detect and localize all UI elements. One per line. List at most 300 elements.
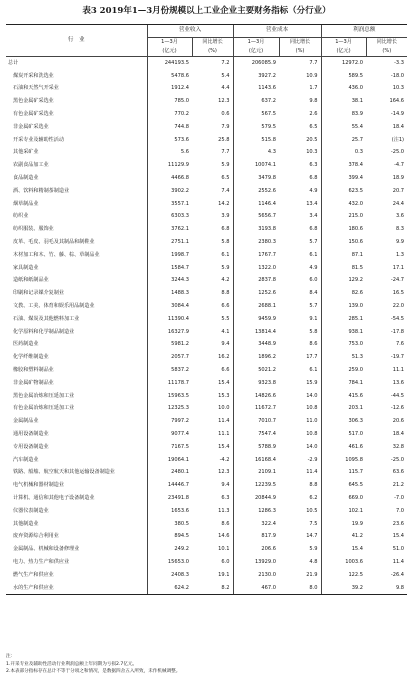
value-cell: -25.0 bbox=[390, 149, 405, 156]
industry-name-cell: 开采专业及辅助性活动 bbox=[13, 136, 64, 143]
value-cell: 8.4 bbox=[309, 290, 318, 297]
value-cell: 623.5 bbox=[321, 185, 366, 198]
value-cell: 5478.6 bbox=[147, 70, 192, 83]
value-cell: 744.8 bbox=[147, 121, 192, 134]
value-cell: 11390.4 bbox=[147, 313, 192, 326]
table-row bbox=[6, 147, 407, 160]
value-cell: 573.6 bbox=[147, 134, 192, 147]
value-cell: 10074.1 bbox=[233, 159, 279, 172]
value-cell: 3.6 bbox=[395, 213, 405, 220]
value-cell: 9.4 bbox=[221, 482, 230, 489]
industry-name-cell: 烟草制品业 bbox=[13, 200, 39, 207]
value-cell: 5.8 bbox=[221, 239, 230, 245]
value-cell: 1286.3 bbox=[233, 505, 279, 518]
value-cell: 306.3 bbox=[321, 415, 366, 428]
value-cell: 5021.2 bbox=[233, 364, 279, 377]
value-cell: 17.7 bbox=[306, 354, 318, 361]
value-cell: 2109.1 bbox=[233, 467, 279, 480]
value-cell: 5.5 bbox=[221, 315, 230, 322]
industry-name-cell: 食品制造业 bbox=[13, 175, 39, 182]
value-cell: 115.7 bbox=[321, 467, 366, 480]
table-row bbox=[6, 364, 407, 377]
value-cell: 19.1 bbox=[218, 571, 230, 578]
value-cell: 12325.3 bbox=[147, 403, 192, 416]
value-cell: 5788.9 bbox=[233, 441, 279, 454]
value-cell: 4.1 bbox=[221, 328, 230, 335]
industry-name-cell: 造纸和纸制品业 bbox=[13, 277, 49, 284]
value-cell: -4.7 bbox=[394, 162, 405, 169]
table-row bbox=[6, 287, 407, 300]
table-row bbox=[6, 95, 407, 108]
value-cell: 11.4 bbox=[306, 469, 318, 476]
value-cell: -19.7 bbox=[390, 354, 405, 361]
value-cell: 8.8 bbox=[221, 290, 230, 297]
table-row bbox=[6, 57, 407, 70]
value-cell: 436.0 bbox=[321, 83, 366, 96]
value-cell: 322.4 bbox=[233, 518, 279, 531]
value-cell: 15.4 bbox=[218, 379, 230, 386]
subheader-growth: 同比增长 bbox=[192, 38, 233, 48]
value-cell: 6.3 bbox=[221, 494, 230, 501]
value-cell: 3927.2 bbox=[233, 70, 279, 83]
table-row bbox=[6, 275, 407, 288]
table-row bbox=[6, 172, 407, 185]
value-cell: 20844.9 bbox=[233, 492, 279, 505]
industry-name-cell: 黑色金属矿采选业 bbox=[13, 98, 54, 105]
value-cell: 87.1 bbox=[321, 249, 366, 262]
value-cell: 467.0 bbox=[233, 582, 279, 595]
value-cell: 19.9 bbox=[321, 518, 366, 531]
value-cell: 7.7 bbox=[309, 59, 318, 66]
value-cell: 0.6 bbox=[221, 111, 230, 118]
table-row bbox=[6, 505, 407, 518]
value-cell: 9323.8 bbox=[233, 377, 279, 390]
value-cell: 9.9 bbox=[395, 239, 405, 245]
value-cell: 6.6 bbox=[221, 366, 230, 373]
value-cell: 18.4 bbox=[392, 430, 405, 437]
table-header bbox=[6, 25, 407, 57]
value-cell: 22.0 bbox=[392, 302, 405, 309]
value-cell: 10.9 bbox=[306, 72, 318, 79]
table-row bbox=[6, 492, 407, 505]
value-cell: 938.1 bbox=[321, 326, 366, 339]
table-row bbox=[6, 518, 407, 531]
table-row bbox=[6, 326, 407, 339]
value-cell: 589.5 bbox=[321, 70, 366, 83]
value-cell: -17.8 bbox=[390, 328, 405, 335]
value-cell: 14.0 bbox=[306, 443, 318, 450]
value-cell: -7.0 bbox=[394, 494, 405, 501]
value-cell: 579.5 bbox=[233, 121, 279, 134]
value-cell: 1998.7 bbox=[147, 249, 192, 262]
value-cell: 432.0 bbox=[321, 198, 366, 211]
industry-name-cell: 石油和天然气开采业 bbox=[13, 85, 59, 92]
table-row bbox=[6, 83, 407, 96]
value-cell: 6.3 bbox=[309, 162, 318, 169]
value-cell: 1322.0 bbox=[233, 262, 279, 275]
table-row bbox=[6, 198, 407, 211]
value-cell: 10.3 bbox=[306, 149, 318, 156]
value-cell: 817.9 bbox=[233, 530, 279, 543]
value-cell: 2.6 bbox=[309, 111, 318, 118]
value-cell: 1896.2 bbox=[233, 351, 279, 364]
table-body bbox=[6, 57, 407, 595]
value-cell: 2751.1 bbox=[147, 236, 192, 249]
industry-name-cell: 印刷和记录媒介复制业 bbox=[13, 290, 64, 297]
value-cell: 82.6 bbox=[321, 287, 366, 300]
value-cell: 645.5 bbox=[321, 479, 366, 492]
table-row bbox=[6, 454, 407, 467]
value-cell: 4466.8 bbox=[147, 172, 192, 185]
value-cell: 1143.6 bbox=[233, 83, 279, 96]
table-row bbox=[6, 223, 407, 236]
table-row bbox=[6, 582, 407, 595]
industry-name-cell: 黑色金属冶炼和压延加工业 bbox=[13, 392, 75, 399]
value-cell: 81.5 bbox=[321, 262, 366, 275]
value-cell: 13.6 bbox=[392, 379, 405, 386]
value-cell: 16.5 bbox=[392, 290, 405, 297]
value-cell: 215.0 bbox=[321, 211, 366, 224]
value-cell: 51.3 bbox=[321, 351, 366, 364]
value-cell: 3.9 bbox=[221, 213, 230, 220]
value-cell: 11.0 bbox=[306, 418, 318, 425]
industry-name-cell: 金属制品业 bbox=[13, 418, 39, 425]
value-cell: 11178.7 bbox=[147, 377, 192, 390]
table-row bbox=[6, 108, 407, 121]
industry-name-cell: 化学纤维制造业 bbox=[13, 354, 49, 361]
value-cell: 12.3 bbox=[218, 469, 230, 476]
value-cell: 894.5 bbox=[147, 530, 192, 543]
value-cell: 6.2 bbox=[309, 494, 318, 501]
value-cell: 1.3 bbox=[395, 251, 405, 258]
value-cell: 9.4 bbox=[221, 341, 230, 348]
table-row bbox=[6, 313, 407, 326]
value-cell: 461.6 bbox=[321, 441, 366, 454]
value-cell: 4.3 bbox=[233, 147, 279, 160]
value-cell: 15.4 bbox=[218, 443, 230, 450]
value-cell: 9.1 bbox=[309, 315, 318, 322]
value-cell: -2.9 bbox=[307, 456, 318, 463]
value-cell: 16168.4 bbox=[233, 454, 279, 467]
table-row bbox=[6, 159, 407, 172]
value-cell: 378.4 bbox=[321, 159, 366, 172]
value-cell: 517.0 bbox=[321, 428, 366, 441]
value-cell: 5.7 bbox=[309, 302, 318, 309]
industry-name-cell: 有色金属矿采选业 bbox=[13, 111, 54, 118]
value-cell: 2837.8 bbox=[233, 275, 279, 288]
industry-name-cell: 文教、工美、体育和娱乐用品制造业 bbox=[13, 302, 95, 309]
value-cell: 624.2 bbox=[147, 582, 192, 595]
value-cell: -44.5 bbox=[390, 392, 405, 399]
value-cell: 25.7 bbox=[321, 134, 366, 147]
value-cell: 11.3 bbox=[218, 507, 230, 514]
value-cell: 3448.9 bbox=[233, 339, 279, 352]
value-cell: -26.4 bbox=[390, 571, 405, 578]
value-cell: 164.6 bbox=[389, 98, 405, 105]
industry-name-cell: 燃气生产和供应业 bbox=[13, 571, 54, 578]
subheader-unit: (亿元) bbox=[321, 47, 366, 57]
value-cell: 2057.7 bbox=[147, 351, 192, 364]
subheader-period: 1—3月 bbox=[233, 38, 279, 48]
value-cell: 9.8 bbox=[366, 582, 407, 595]
value-cell: 6.6 bbox=[221, 302, 230, 309]
industry-name-cell: 家具制造业 bbox=[13, 264, 39, 271]
industry-name-cell: 总计 bbox=[8, 59, 19, 66]
value-cell: 5.9 bbox=[221, 162, 230, 169]
table-row bbox=[6, 339, 407, 352]
value-cell: 5.7 bbox=[309, 239, 318, 245]
subheader-period: 1—3月 bbox=[147, 38, 192, 48]
industry-name-cell: 铁路、船舶、航空航天和其他运输设备制造业 bbox=[13, 469, 115, 476]
value-cell: 3193.8 bbox=[233, 223, 279, 236]
table-row bbox=[6, 121, 407, 134]
value-cell: 4.2 bbox=[221, 277, 230, 284]
value-cell: 1912.4 bbox=[147, 83, 192, 96]
value-cell: 3479.8 bbox=[233, 172, 279, 185]
value-cell: 7.2 bbox=[221, 59, 230, 66]
value-cell: 1767.7 bbox=[233, 249, 279, 262]
value-cell: 3557.1 bbox=[147, 198, 192, 211]
value-cell: 10.5 bbox=[306, 507, 318, 514]
value-cell: 6.1 bbox=[221, 251, 230, 258]
value-cell: 2130.0 bbox=[233, 569, 279, 582]
value-cell: 3.4 bbox=[309, 213, 318, 220]
value-cell: 55.4 bbox=[321, 121, 366, 134]
table-row bbox=[6, 403, 407, 416]
value-cell: 14.0 bbox=[306, 392, 318, 399]
industry-name-cell: 石油、煤炭及其他燃料加工业 bbox=[13, 315, 80, 322]
footnote-1: 1.开采专业及辅助性活动行业利润总额上年同期为亏损2.7亿元。 bbox=[6, 661, 138, 667]
value-cell: 9459.9 bbox=[233, 313, 279, 326]
subheader-growth: 同比增长 bbox=[366, 38, 407, 48]
industry-name-cell: 其他制造业 bbox=[13, 520, 39, 527]
value-cell: 129.2 bbox=[321, 275, 366, 288]
table-row bbox=[6, 467, 407, 480]
value-cell: 1146.4 bbox=[233, 198, 279, 211]
value-cell: 10.1 bbox=[218, 546, 230, 553]
industry-name-cell: 金属制品、机械和设备修理业 bbox=[13, 546, 80, 553]
industry-name-cell: 木材加工和木、竹、藤、棕、草制品业 bbox=[13, 251, 100, 258]
value-cell: 2408.3 bbox=[147, 569, 192, 582]
industry-name-cell: 皮革、毛皮、羽毛及其制品和制鞋业 bbox=[13, 239, 95, 245]
table-row bbox=[6, 377, 407, 390]
value-cell: 1488.3 bbox=[147, 287, 192, 300]
industry-name-cell: 仪器仪表制造业 bbox=[13, 507, 49, 514]
value-cell: 10.8 bbox=[306, 405, 318, 412]
value-cell: 6.0 bbox=[221, 558, 230, 565]
value-cell: 0.3 bbox=[321, 147, 366, 160]
value-cell: 380.5 bbox=[147, 518, 192, 531]
value-cell: 10.8 bbox=[306, 430, 318, 437]
value-cell: 6303.3 bbox=[147, 211, 192, 224]
value-cell: 203.1 bbox=[321, 403, 366, 416]
value-cell: 51.0 bbox=[392, 546, 405, 553]
value-cell: 14.7 bbox=[306, 533, 318, 540]
value-cell: 753.0 bbox=[321, 339, 366, 352]
value-cell: 32.8 bbox=[392, 443, 405, 450]
value-cell: 5.9 bbox=[309, 546, 318, 553]
value-cell: 24.4 bbox=[392, 200, 405, 207]
subheader-unit: (亿元) bbox=[233, 47, 279, 57]
value-cell: -12.6 bbox=[390, 405, 405, 412]
table-row bbox=[6, 185, 407, 198]
value-cell: 6.8 bbox=[309, 175, 318, 182]
value-cell: 6.5 bbox=[309, 123, 318, 130]
value-cell: 6.1 bbox=[309, 251, 318, 258]
value-cell: 1095.8 bbox=[321, 454, 366, 467]
industry-name-cell: 水的生产和供应业 bbox=[6, 582, 147, 595]
value-cell: 4.8 bbox=[309, 558, 318, 565]
value-cell: 7.5 bbox=[309, 520, 318, 527]
value-cell: 11.4 bbox=[392, 558, 405, 565]
value-cell: 7547.4 bbox=[233, 428, 279, 441]
subheader-unit: (%) bbox=[366, 47, 407, 57]
industry-name-cell: 有色金属冶炼和压延加工业 bbox=[13, 405, 75, 412]
value-cell: 10.3 bbox=[392, 85, 405, 92]
value-cell: 3244.3 bbox=[147, 275, 192, 288]
industry-name-cell: 电气机械和器材制造业 bbox=[13, 482, 64, 489]
table-row bbox=[6, 262, 407, 275]
value-cell: 2552.6 bbox=[233, 185, 279, 198]
value-cell: 1.7 bbox=[309, 85, 318, 92]
value-cell: 285.1 bbox=[321, 313, 366, 326]
value-cell: 8.6 bbox=[221, 520, 230, 527]
industry-name-cell: 医药制造业 bbox=[13, 341, 39, 348]
value-cell: 4.9 bbox=[309, 187, 318, 194]
value-cell: 150.6 bbox=[321, 236, 366, 249]
value-cell: 1653.6 bbox=[147, 505, 192, 518]
value-cell: 3902.2 bbox=[147, 185, 192, 198]
value-cell: 23.6 bbox=[392, 520, 405, 527]
value-cell: 2480.1 bbox=[147, 467, 192, 480]
value-cell: 13929.0 bbox=[233, 556, 279, 569]
value-cell: 13.4 bbox=[306, 200, 318, 207]
value-cell: 180.6 bbox=[321, 223, 366, 236]
value-cell: 5837.2 bbox=[147, 364, 192, 377]
value-cell: 7.6 bbox=[395, 341, 405, 348]
value-cell: 7010.7 bbox=[233, 415, 279, 428]
value-cell: 249.2 bbox=[147, 543, 192, 556]
value-cell: 3762.1 bbox=[147, 223, 192, 236]
value-cell: -14.9 bbox=[390, 111, 405, 118]
value-cell: 6.8 bbox=[309, 226, 318, 233]
value-cell: 399.4 bbox=[321, 172, 366, 185]
value-cell: 567.5 bbox=[233, 108, 279, 121]
value-cell: 20.5 bbox=[306, 136, 318, 143]
value-cell: 5981.2 bbox=[147, 339, 192, 352]
table-row bbox=[6, 441, 407, 454]
value-cell: 3084.4 bbox=[147, 300, 192, 313]
value-cell: 20.7 bbox=[392, 187, 405, 194]
value-cell: 5.4 bbox=[221, 72, 230, 79]
value-cell: 9.8 bbox=[309, 98, 318, 105]
table-row bbox=[6, 556, 407, 569]
value-cell: 122.5 bbox=[321, 569, 366, 582]
value-cell: 38.1 bbox=[321, 95, 366, 108]
value-cell: 669.0 bbox=[321, 492, 366, 505]
value-cell: 4.4 bbox=[221, 85, 230, 92]
value-cell: 244193.5 bbox=[147, 57, 192, 70]
value-cell: 8.8 bbox=[309, 482, 318, 489]
value-cell: 11.1 bbox=[218, 430, 230, 437]
value-cell: 15.3 bbox=[218, 392, 230, 399]
value-cell: 8.2 bbox=[192, 582, 233, 595]
value-cell: 7.0 bbox=[395, 507, 405, 514]
value-cell: 63.6 bbox=[392, 469, 405, 476]
value-cell: 8.6 bbox=[309, 341, 318, 348]
value-cell: 139.0 bbox=[321, 300, 366, 313]
value-cell: 1584.7 bbox=[147, 262, 192, 275]
financial-indicators-table bbox=[6, 24, 407, 595]
value-cell: 7997.2 bbox=[147, 415, 192, 428]
value-cell: 5.6 bbox=[147, 147, 192, 160]
value-cell: 18.4 bbox=[392, 123, 405, 130]
industry-name-cell: 废弃资源综合利用业 bbox=[13, 533, 59, 540]
value-cell: 15.4 bbox=[392, 533, 405, 540]
industry-name-cell: 电力、热力生产和供应业 bbox=[13, 558, 70, 565]
subheader-period: 1—3月 bbox=[321, 38, 366, 48]
industry-name-cell: 其他采矿业 bbox=[13, 149, 39, 156]
value-cell: 18.9 bbox=[392, 175, 405, 182]
table-row bbox=[6, 530, 407, 543]
industry-name-cell: 非金属矿物制品业 bbox=[13, 379, 54, 386]
value-cell: 12972.0 bbox=[321, 57, 366, 70]
table-row bbox=[6, 70, 407, 83]
value-cell: 7167.5 bbox=[147, 441, 192, 454]
value-cell: 415.6 bbox=[321, 390, 366, 403]
value-cell: 784.1 bbox=[321, 377, 366, 390]
subheader-unit: (%) bbox=[192, 47, 233, 57]
subheader-growth: 同比增长 bbox=[279, 38, 321, 48]
table-row bbox=[6, 351, 407, 364]
value-cell: 9077.4 bbox=[147, 428, 192, 441]
value-cell: 259.0 bbox=[321, 364, 366, 377]
industry-name-cell: 通用设备制造业 bbox=[13, 430, 49, 437]
value-cell: 16327.9 bbox=[147, 326, 192, 339]
value-cell: 7.7 bbox=[221, 149, 230, 156]
value-cell: 1252.6 bbox=[233, 287, 279, 300]
value-cell: 16.2 bbox=[218, 354, 230, 361]
value-cell: 25.8 bbox=[218, 136, 230, 143]
value-cell: 14.2 bbox=[218, 200, 230, 207]
table-row bbox=[6, 134, 407, 147]
value-cell: 17.1 bbox=[392, 264, 405, 271]
value-cell: 8.0 bbox=[279, 582, 321, 595]
table-row bbox=[6, 428, 407, 441]
value-cell: -18.0 bbox=[390, 72, 405, 79]
footnote-2: 2.本表部分指标存在总计不等于分项之和情况，是数据四舍五入所致，未作机械调整。 bbox=[6, 669, 181, 674]
industry-name-cell: 化学原料和化学制品制造业 bbox=[13, 328, 75, 335]
industry-name-cell: 农副食品加工业 bbox=[13, 162, 49, 169]
value-cell: -24.7 bbox=[390, 277, 405, 284]
table-row bbox=[6, 390, 407, 403]
value-cell: 206.6 bbox=[233, 543, 279, 556]
footnotes bbox=[6, 653, 180, 676]
industry-name-cell: 酒、饮料和精制茶制造业 bbox=[13, 187, 70, 194]
value-cell: 23491.8 bbox=[147, 492, 192, 505]
table-title: 表3 2019年1—3月份规模以上工业企业主要财务指标（分行业） bbox=[82, 6, 331, 16]
value-cell: 7.4 bbox=[221, 187, 230, 194]
value-cell: 12.3 bbox=[218, 98, 230, 105]
value-cell: 4.9 bbox=[309, 264, 318, 271]
value-cell: 13814.4 bbox=[233, 326, 279, 339]
table-row bbox=[6, 249, 407, 262]
column-header-profit: 利润总额 bbox=[321, 25, 407, 38]
industry-name-cell: 非金属矿采选业 bbox=[13, 123, 49, 130]
value-cell: 7.9 bbox=[221, 123, 230, 130]
value-cell: 12239.5 bbox=[233, 479, 279, 492]
value-cell: -3.3 bbox=[394, 59, 405, 66]
